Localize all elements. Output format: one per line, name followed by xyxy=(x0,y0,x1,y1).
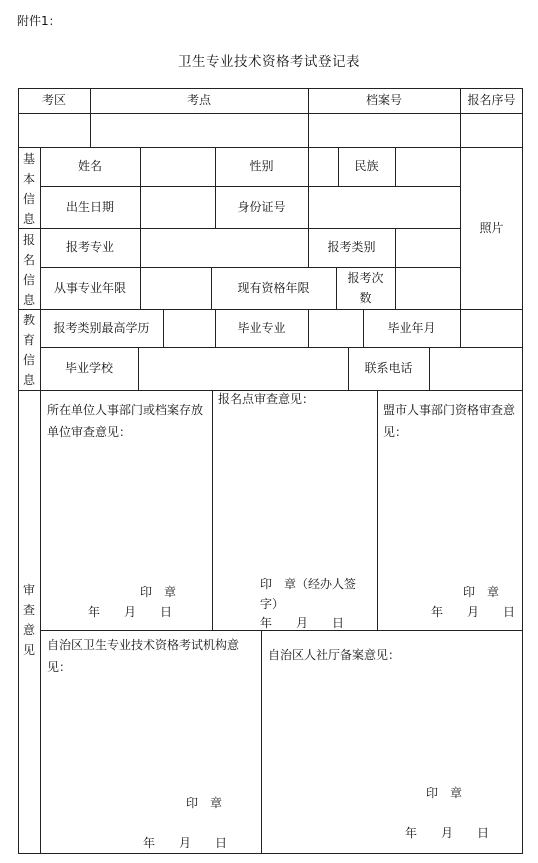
label-exam-category: 报考类别 xyxy=(327,240,376,255)
label-years-current-qualification: 现有资格年限 xyxy=(237,280,310,295)
review-region-hr-opinion: 自治区人社厅备案意见： xyxy=(268,648,401,662)
label-ethnicity: 民族 xyxy=(354,159,379,174)
region-org-seal: 印 章 xyxy=(186,796,223,810)
league-seal: 印 章 xyxy=(463,585,500,599)
label-highest-education: 报考类别最高学历 xyxy=(53,320,150,335)
label-exam-attempts-line2: 数 xyxy=(359,291,372,305)
site-date: 年 月 日 xyxy=(260,616,345,630)
label-contact-phone: 联系电话 xyxy=(364,361,413,376)
header-exam-site: 考点 xyxy=(186,93,211,108)
label-photo: 照片 xyxy=(479,220,504,235)
region-hr-date: 年 月 日 xyxy=(405,826,490,840)
region-org-date: 年 月 日 xyxy=(143,836,228,850)
review-unit-opinion: 所在单位人事部门或档案存放单位审查意见： xyxy=(47,403,204,439)
section-review-opinions: 审查意见 xyxy=(22,583,35,657)
league-date: 年 月 日 xyxy=(431,605,516,619)
label-graduation-school: 毕业学校 xyxy=(64,361,113,376)
form-title: 卫生专业技术资格考试登记表 xyxy=(178,54,360,70)
header-registration-number: 报名序号 xyxy=(467,93,516,108)
review-site-opinion: 报名点审查意见： xyxy=(218,392,315,406)
label-name: 姓名 xyxy=(77,159,102,174)
label-graduation-date: 毕业年月 xyxy=(387,320,436,335)
attachment-label: 附件1： xyxy=(17,14,61,28)
unit-date: 年 月 日 xyxy=(88,605,173,619)
section-education-info: 教育信息 xyxy=(22,313,35,387)
review-region-exam-org-opinion: 自治区卫生专业技术资格考试机构意见： xyxy=(47,638,240,674)
registration-form-table xyxy=(18,88,523,854)
label-id-number: 身份证号 xyxy=(237,199,286,214)
label-birth-date: 出生日期 xyxy=(65,199,114,214)
unit-seal: 印 章 xyxy=(140,585,177,599)
label-graduation-major: 毕业专业 xyxy=(237,320,286,335)
section-application-info: 报名信息 xyxy=(22,233,35,307)
region-hr-seal: 印 章 xyxy=(426,786,463,800)
section-basic-info: 基本信息 xyxy=(22,152,35,226)
site-seal-handler: 印 章（经办人签字） xyxy=(260,577,357,611)
label-exam-attempts-line1: 报考次 xyxy=(347,270,384,285)
label-exam-major: 报考专业 xyxy=(65,240,114,255)
label-gender: 性别 xyxy=(249,159,274,174)
label-exam-attempts xyxy=(336,267,395,309)
label-years-in-major: 从事专业年限 xyxy=(53,280,126,295)
header-file-number: 档案号 xyxy=(365,93,402,108)
review-league-opinion: 盟市人事部门资格审查意见： xyxy=(383,403,516,439)
header-exam-area: 考区 xyxy=(41,93,66,108)
